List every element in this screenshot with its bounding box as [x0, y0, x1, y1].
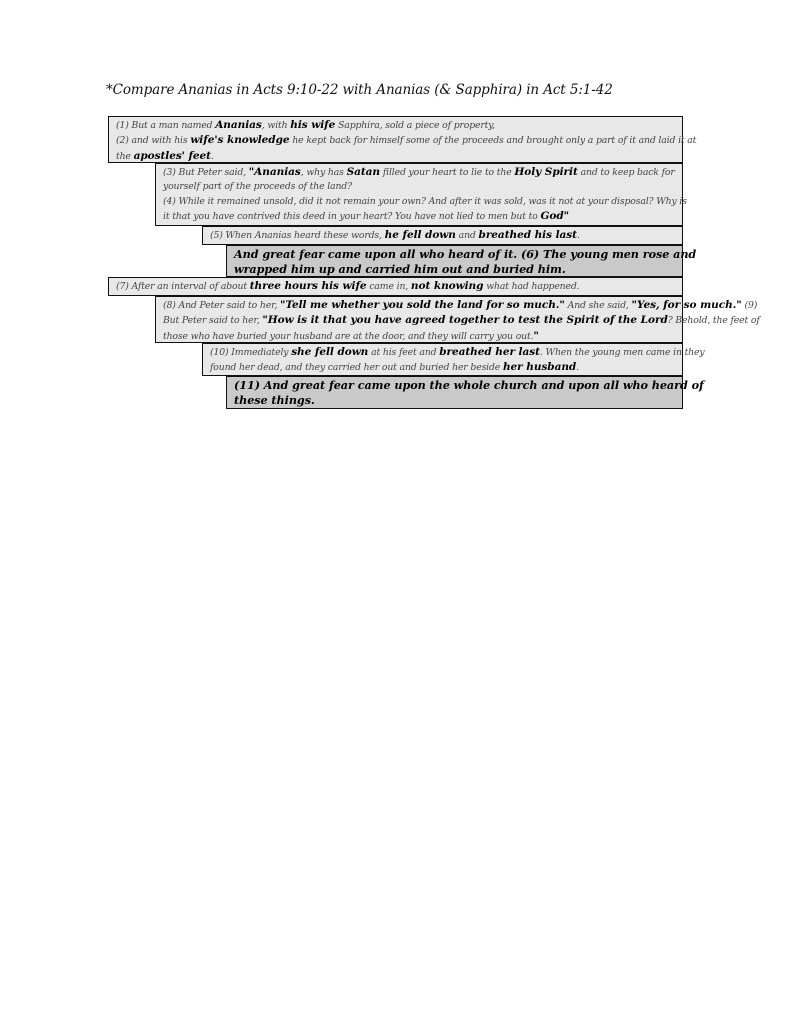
- text: .: [210, 150, 214, 162]
- passage-box-verses-1-2: [108, 116, 697, 163]
- verse-line: [210, 228, 676, 243]
- verse-line: [116, 279, 676, 294]
- text: ? Behold, the feet of: [667, 315, 760, 327]
- verse-line: yourself part of the proceeds of the land?: [163, 181, 352, 193]
- text: (10) Immediately: [210, 347, 292, 358]
- passage-box-verse-10: [202, 343, 705, 376]
- text: (9): [741, 300, 758, 311]
- text: (3) But Peter said,: [163, 167, 249, 178]
- emphasis: "How is it that you have agreed together to test the: [262, 314, 567, 327]
- verse-line: [116, 149, 676, 164]
- text: and to keep back for: [577, 167, 675, 178]
- emphasis: God": [540, 210, 570, 223]
- emphasis: breathed her last: [439, 346, 540, 358]
- emphasis: her husband: [502, 361, 577, 374]
- text: (1) But a man named: [116, 120, 216, 131]
- passage-box-verse-5: [202, 226, 683, 245]
- text: he kept back for himself some of the proceeds and brought only a part of it and laid it at: [289, 135, 697, 147]
- text: the: [116, 150, 134, 162]
- verse-line: (4) While it remained unsold, did it not remain your own? And after it was sold, was it not at your disposal? Why is: [163, 195, 687, 207]
- emphasis: his wife: [290, 119, 336, 131]
- verse-line: [163, 165, 676, 180]
- verse-line: [116, 133, 697, 148]
- emphasis: three hours his wife: [249, 280, 367, 292]
- emphasis: she fell down: [291, 346, 369, 358]
- emphasis: "Yes, for so much.": [631, 299, 742, 311]
- emphasis: not knowing: [410, 280, 484, 292]
- emphasis: ": [533, 329, 539, 342]
- text: Sapphira, sold a piece of property,: [335, 120, 495, 131]
- emphasis: wife's knowledge: [190, 134, 290, 147]
- passage-box-verse-7: [108, 277, 683, 296]
- passage-box-verses-5-6-highlight: [226, 245, 697, 277]
- emphasis: "Ananias: [248, 166, 301, 178]
- text: at his feet and: [368, 347, 440, 358]
- text: (7) After an interval of about: [116, 281, 250, 292]
- verse-line: wrapped him up and carried him out and buried him.: [234, 262, 566, 276]
- verse-line: [116, 118, 676, 133]
- verse-line: these things.: [234, 393, 315, 407]
- text: (2) and with his: [116, 135, 191, 147]
- text: , why has: [300, 167, 347, 178]
- passage-box-verses-8-9: [155, 296, 760, 343]
- verse-line: (11) And great fear came upon the whole church and upon all who heard of: [234, 378, 704, 392]
- emphasis: Holy Spirit: [514, 166, 578, 178]
- verse-line: [163, 313, 760, 328]
- passage-box-verses-3-4: [155, 163, 687, 226]
- text: what had happened.: [483, 281, 580, 292]
- passage-box-verse-11-highlight: [226, 376, 704, 409]
- text: (5) When Ananias heard these words,: [210, 230, 385, 241]
- emphasis: apostles' feet: [133, 149, 211, 162]
- text: And she said,: [564, 300, 632, 311]
- emphasis: Ananias: [215, 119, 262, 131]
- text: filled your heart to lie to the: [380, 167, 515, 178]
- verse-line: [210, 360, 676, 375]
- emphasis: he fell down: [384, 229, 456, 241]
- text: . When the young men came in they: [539, 347, 705, 358]
- text: came in,: [366, 281, 411, 292]
- verse-line: And great fear came upon all who heard of it. (6) The young men rose and: [234, 247, 697, 261]
- page-title: *Compare Ananias in Acts 9:10-22 with Ananias (& Sapphira) in Act 5:1-42: [106, 82, 613, 98]
- text: (8) And Peter said to her,: [163, 300, 280, 311]
- text: and: [455, 230, 479, 241]
- emphasis: Spirit of the Lord: [566, 314, 668, 327]
- text: But Peter said to her,: [163, 315, 263, 327]
- text: .: [576, 362, 580, 374]
- emphasis: breathed his last: [478, 229, 577, 241]
- emphasis: Satan: [346, 166, 381, 178]
- text: , with: [261, 120, 291, 131]
- text: those who have buried your husband are at the door, and they will carry you out.: [163, 330, 534, 342]
- verse-line: [163, 298, 758, 313]
- emphasis: "Tell me whether you sold the land for so much.": [279, 299, 565, 311]
- verse-line: [163, 329, 676, 344]
- verse-line: [210, 345, 705, 360]
- text: found her dead, and they carried her out and buried her beside: [210, 362, 503, 374]
- text: .: [576, 230, 580, 241]
- verse-line: [163, 209, 676, 224]
- text: it that you have contrived this deed in your heart? You have not lied to men but to: [163, 211, 541, 223]
